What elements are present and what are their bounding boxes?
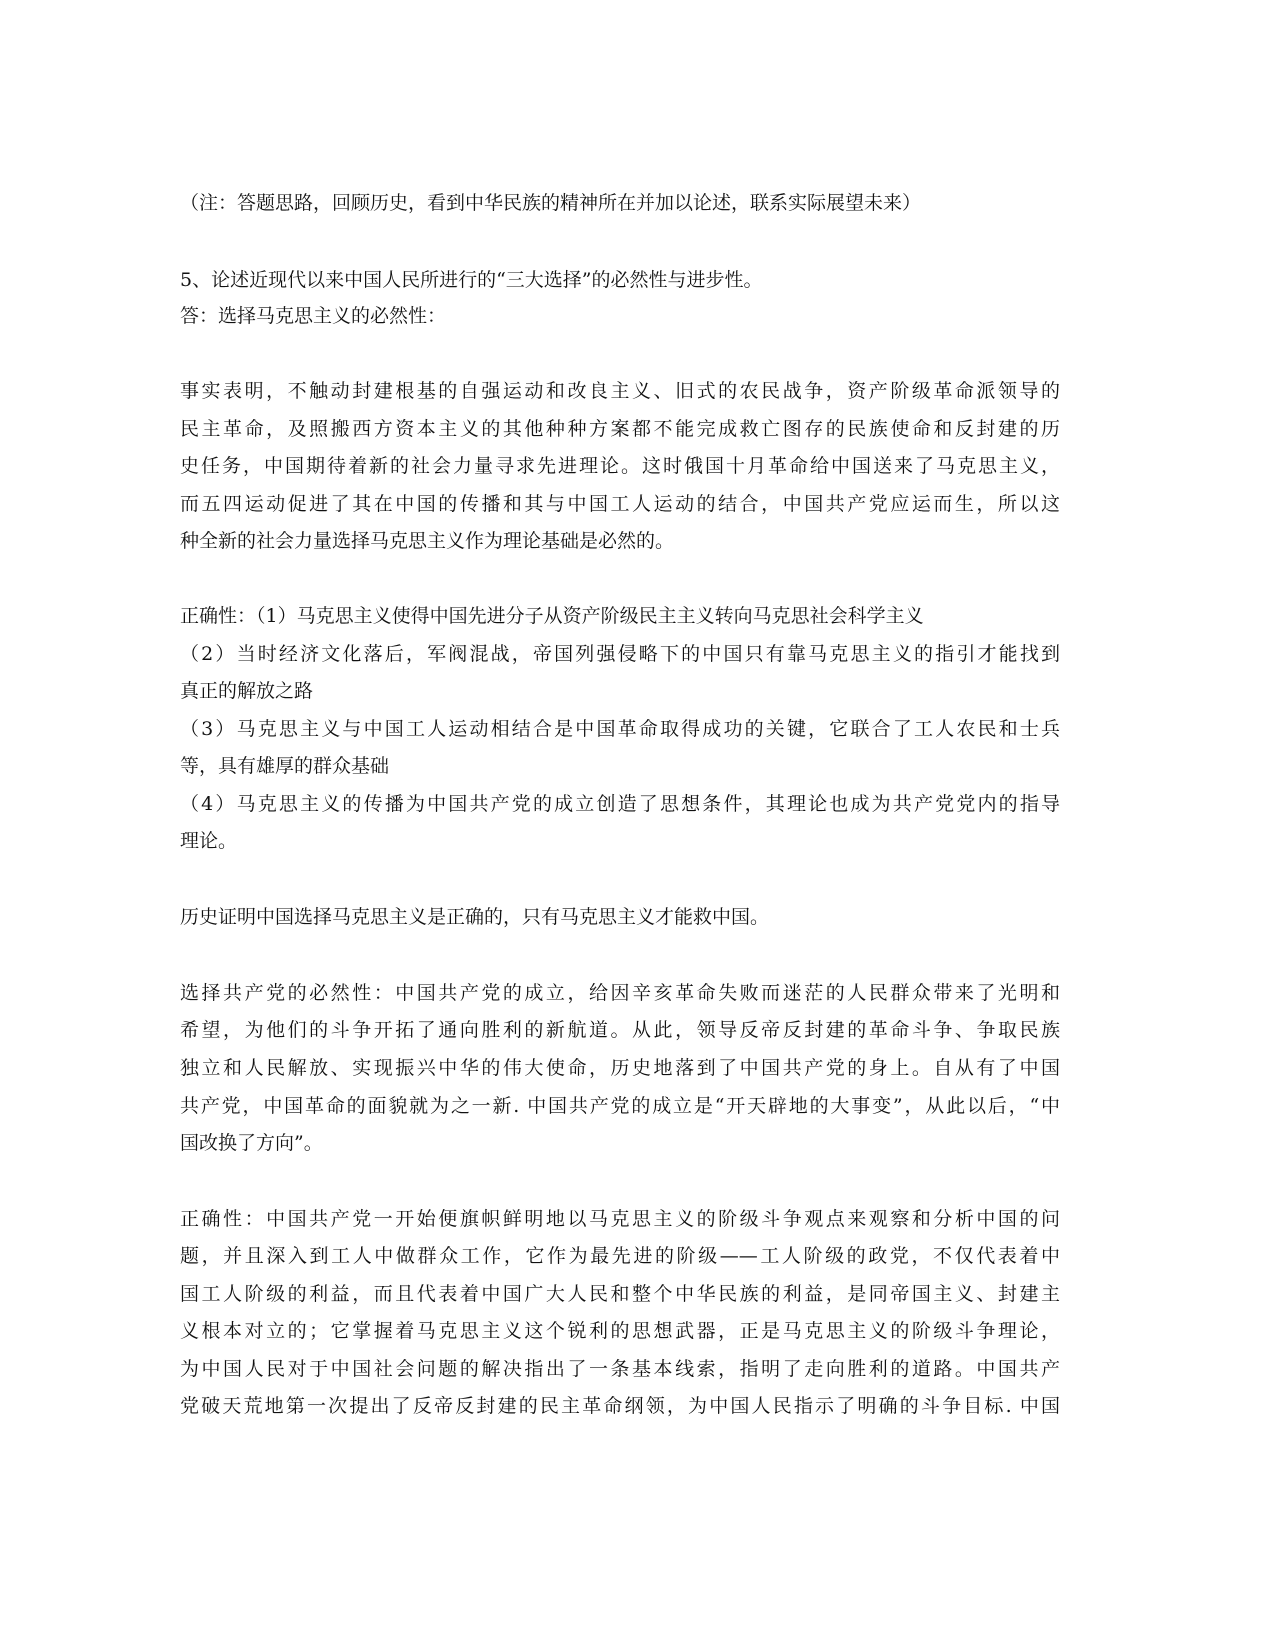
paragraph-line: （3）马克思主义与中国工人运动相结合是中国革命取得成功的关键，它联合了工人农民和士兵	[180, 718, 1060, 740]
paragraph-line: 史任务，中国期待着新的社会力量寻求先进理论。这时俄国十月革命给中国送来了马克思主义，	[180, 455, 1060, 477]
paragraph-line: 选择共产党的必然性：中国共产党的成立，给因辛亥革命失败而迷茫的人民群众带来了光明和	[180, 982, 1060, 1004]
answer-heading: 答：选择马克思主义的必然性：	[180, 305, 447, 327]
note-line: （注：答题思路，回顾历史，看到中华民族的精神所在并加以论述，联系实际展望未来）	[180, 192, 922, 214]
paragraph-line: 理论。	[180, 830, 238, 852]
paragraph-line: 国改换了方向”。	[180, 1132, 323, 1154]
paragraph-line: 历史证明中国选择马克思主义是正确的，只有马克思主义才能救中国。	[180, 906, 770, 928]
paragraph-line: 党破天荒地第一次提出了反帝反封建的民主革命纲领，为中国人民指示了明确的斗争目标. 中国	[180, 1395, 1060, 1417]
question-heading: 5、论述近现代以来中国人民所进行的“三大选择”的必然性与进步性。	[180, 269, 763, 291]
paragraph-line: 独立和人民解放、实现振兴中华的伟大使命，历史地落到了中国共产党的身上。自从有了中国	[180, 1057, 1060, 1079]
paragraph-line: 正确性：（1）马克思主义使得中国先进分子从资产阶级民主主义转向马克思社会科学主义	[180, 605, 924, 627]
paragraph-line: 事实表明，不触动封建根基的自强运动和改良主义、旧式的农民战争，资产阶级革命派领导的	[180, 380, 1060, 402]
document-page	[180, 0, 1060, 1650]
paragraph-line: 希望，为他们的斗争开拓了通向胜利的新航道。从此，领导反帝反封建的革命斗争、争取民族	[180, 1019, 1060, 1041]
paragraph-line: 正确性：中国共产党一开始便旗帜鲜明地以马克思主义的阶级斗争观点来观察和分析中国的问	[180, 1208, 1060, 1230]
paragraph-line: 民主革命，及照搬西方资本主义的其他种种方案都不能完成救亡图存的民族使命和反封建的历	[180, 418, 1060, 440]
paragraph-line: 种全新的社会力量选择马克思主义作为理论基础是必然的。	[180, 530, 675, 552]
paragraph-line: （2）当时经济文化落后，军阀混战，帝国列强侵略下的中国只有靠马克思主义的指引才能找到	[180, 643, 1060, 665]
paragraph-line: 题，并且深入到工人中做群众工作，它作为最先进的阶级——工人阶级的政党，不仅代表着中	[180, 1245, 1060, 1267]
paragraph-line: 义根本对立的；它掌握着马克思主义这个锐利的思想武器，正是马克思主义的阶级斗争理论，	[180, 1320, 1060, 1342]
paragraph-line: 共产党，中国革命的面貌就为之一新. 中国共产党的成立是“开天辟地的大事变”，从此以后，“中	[180, 1095, 1060, 1117]
paragraph-line: 国工人阶级的利益，而且代表着中国广大人民和整个中华民族的利益，是同帝国主义、封建主	[180, 1283, 1060, 1305]
paragraph-line: 为中国人民对于中国社会问题的解决指出了一条基本线索，指明了走向胜利的道路。中国共产	[180, 1358, 1060, 1380]
paragraph-line: 真正的解放之路	[180, 680, 314, 702]
paragraph-line: 而五四运动促进了其在中国的传播和其与中国工人运动的结合，中国共产党应运而生，所以这	[180, 493, 1060, 515]
paragraph-line: （4）马克思主义的传播为中国共产党的成立创造了思想条件，其理论也成为共产党党内的指导	[180, 793, 1060, 815]
paragraph-line: 等，具有雄厚的群众基础	[180, 755, 390, 777]
